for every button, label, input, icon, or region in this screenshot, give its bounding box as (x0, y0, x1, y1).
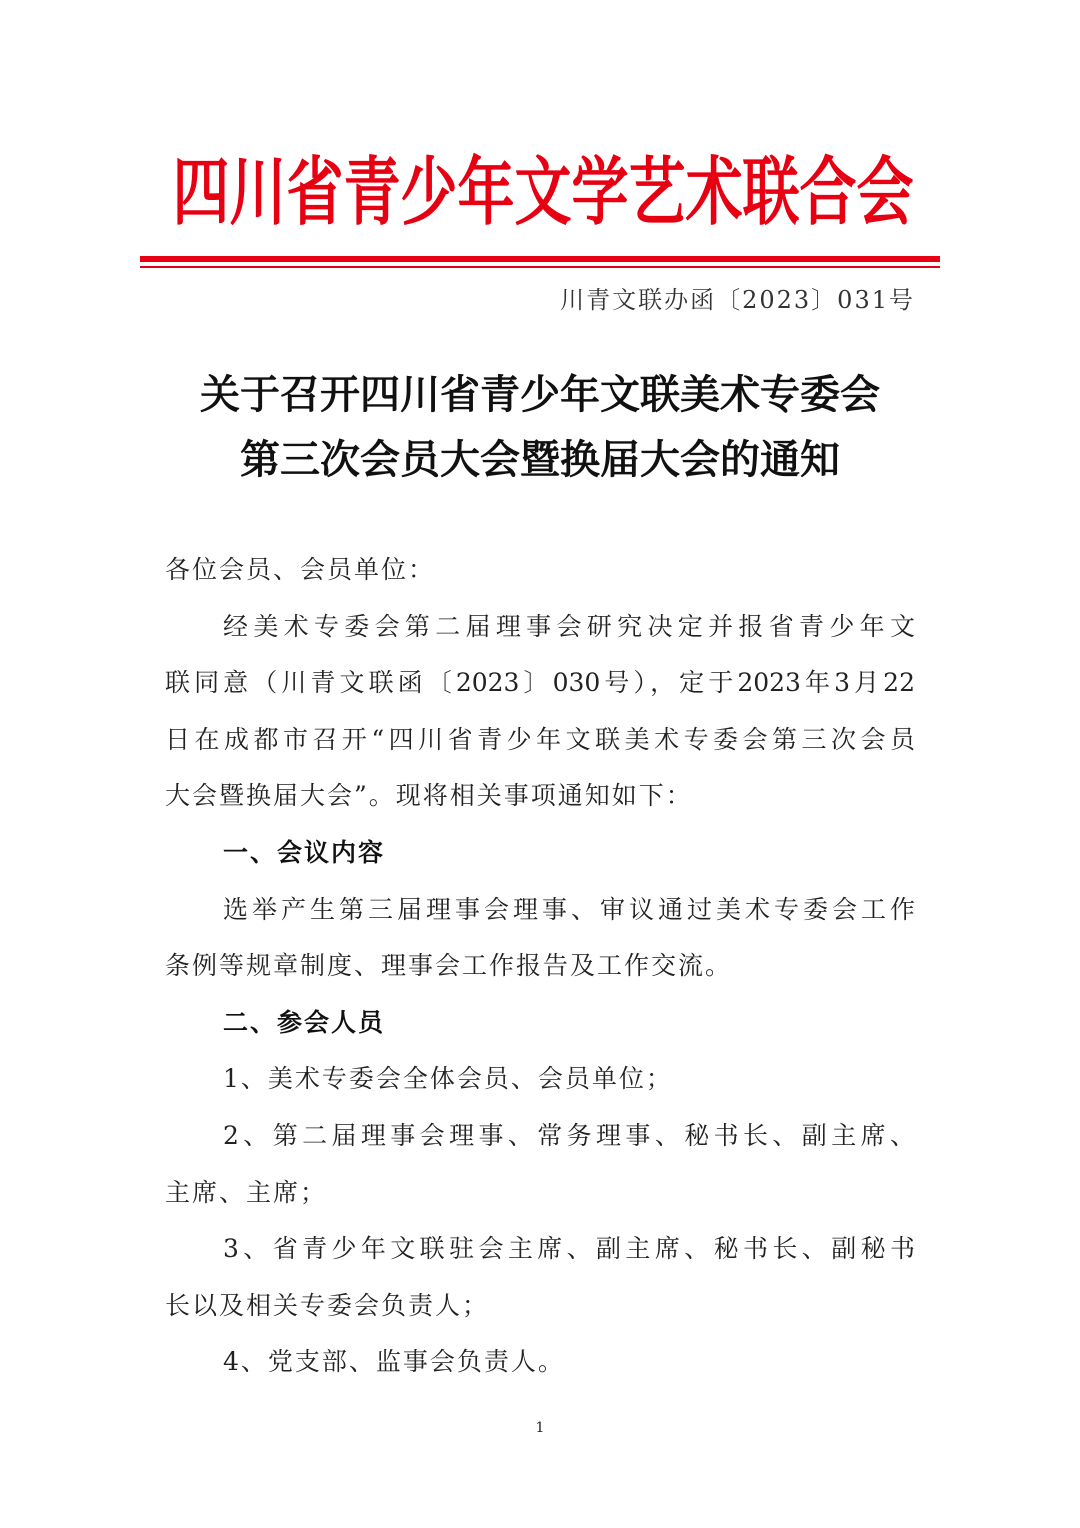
section-1-line: 选举产生第三届理事会理事、审议通过美术专委会工作 (223, 894, 915, 924)
document-title-line-2: 第三次会员大会暨换届大会的通知 (240, 436, 840, 483)
attendee-item-2: 2、第二届理事会理事、常务理事、秘书长、副主席、 (223, 1120, 915, 1150)
document-number: 川青文联办函〔2023〕031号 (560, 286, 915, 314)
attendee-item-3-cont: 长以及相关专委会负责人； (165, 1290, 490, 1320)
letterhead-rule-thick (140, 256, 940, 262)
section-1-heading: 一、会议内容 (223, 837, 386, 867)
intro-line: 经美术专委会第二届理事会研究决定并报省青少年文 (223, 611, 915, 641)
attendee-item-4: 4、党支部、监事会负责人。 (223, 1347, 565, 1377)
section-1-line: 条例等规章制度、理事会工作报告及工作交流。 (165, 951, 733, 981)
document-body (165, 542, 915, 1391)
intro-line: 联同意（川青文联函〔2023〕030号），定于2023年3月22 (165, 668, 915, 698)
page-number: 1 (535, 1420, 545, 1436)
document-title-line-1: 关于召开四川省青少年文联美术专委会 (200, 371, 880, 418)
letterhead-org-name: 四川省青少年文学艺术联合会 (172, 150, 914, 236)
attendee-item-1: 1、美术专委会全体会员、会员单位； (223, 1064, 673, 1094)
intro-line: 大会暨换届大会”。现将相关事项通知如下： (165, 781, 693, 811)
letterhead-rule-thin (140, 266, 940, 268)
attendee-item-3: 3、省青少年文联驻会主席、副主席、秘书长、副秘书 (223, 1234, 915, 1264)
salutation: 各位会员、会员单位： (165, 555, 436, 584)
section-2-heading: 二、参会人员 (223, 1007, 386, 1037)
intro-line: 日在成都市召开“四川省青少年文联美术专委会第三次会员 (165, 724, 915, 754)
attendee-item-2-cont: 主席、主席； (165, 1177, 328, 1207)
